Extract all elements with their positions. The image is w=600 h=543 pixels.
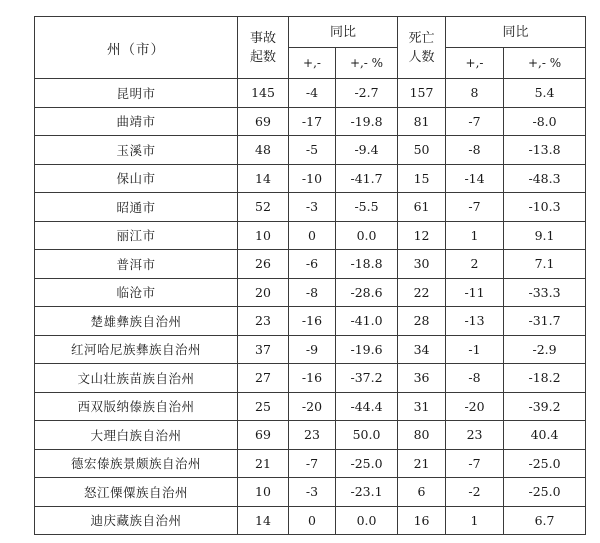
region-name-cell: 昆明市 <box>35 79 238 108</box>
header-death-change: +,- <box>446 48 504 79</box>
accident-count-cell: 69 <box>238 421 289 450</box>
header-death-pct: +,- % <box>504 48 586 79</box>
death-percent-cell: -2.9 <box>504 335 586 364</box>
accident-percent-cell: 0.0 <box>336 221 398 250</box>
header-acc-change: +,- <box>289 48 336 79</box>
accident-change-cell: -16 <box>289 307 336 336</box>
accident-percent-cell: -5.5 <box>336 193 398 222</box>
accident-count-cell: 10 <box>238 478 289 507</box>
death-count-cell: 50 <box>398 136 446 165</box>
death-count-cell: 6 <box>398 478 446 507</box>
death-change-cell: 23 <box>446 421 504 450</box>
table-row <box>35 364 586 393</box>
accident-change-cell: -5 <box>289 136 336 165</box>
region-name-cell: 楚雄彝族自治州 <box>35 307 238 336</box>
death-percent-cell: -8.0 <box>504 107 586 136</box>
accident-change-cell: 23 <box>289 421 336 450</box>
accident-change-cell: -10 <box>289 164 336 193</box>
death-change-cell: -13 <box>446 307 504 336</box>
header-deaths <box>398 17 446 79</box>
table-row <box>35 278 586 307</box>
table-row <box>35 392 586 421</box>
death-count-cell: 80 <box>398 421 446 450</box>
accident-percent-cell: -19.6 <box>336 335 398 364</box>
death-change-cell: -7 <box>446 107 504 136</box>
table-row <box>35 506 586 535</box>
death-percent-cell: 6.7 <box>504 506 586 535</box>
accident-percent-cell: -18.8 <box>336 250 398 279</box>
death-count-cell: 34 <box>398 335 446 364</box>
death-change-cell: -14 <box>446 164 504 193</box>
death-percent-cell: -25.0 <box>504 449 586 478</box>
accident-count-cell: 25 <box>238 392 289 421</box>
region-name-cell: 临沧市 <box>35 278 238 307</box>
region-name-cell: 怒江傈僳族自治州 <box>35 478 238 507</box>
death-change-cell: -11 <box>446 278 504 307</box>
death-change-cell: -7 <box>446 449 504 478</box>
accident-count-cell: 145 <box>238 79 289 108</box>
accident-count-cell: 14 <box>238 506 289 535</box>
accident-percent-cell: -44.4 <box>336 392 398 421</box>
region-name-cell: 保山市 <box>35 164 238 193</box>
region-name-cell: 昭通市 <box>35 193 238 222</box>
header-accidents-yoy: 同比 <box>289 17 398 48</box>
accident-count-cell: 14 <box>238 164 289 193</box>
table-body <box>35 79 586 535</box>
death-percent-cell: -39.2 <box>504 392 586 421</box>
table-row <box>35 250 586 279</box>
accident-count-cell: 26 <box>238 250 289 279</box>
accident-percent-cell: -19.8 <box>336 107 398 136</box>
region-name-cell: 大理白族自治州 <box>35 421 238 450</box>
death-percent-cell: -10.3 <box>504 193 586 222</box>
region-name-cell: 红河哈尼族彝族自治州 <box>35 335 238 364</box>
accident-percent-cell: -2.7 <box>336 79 398 108</box>
death-count-cell: 157 <box>398 79 446 108</box>
death-count-cell: 30 <box>398 250 446 279</box>
accident-percent-cell: -9.4 <box>336 136 398 165</box>
region-name-cell: 德宏傣族景颇族自治州 <box>35 449 238 478</box>
accident-change-cell: -9 <box>289 335 336 364</box>
accident-percent-cell: -37.2 <box>336 364 398 393</box>
accident-count-cell: 10 <box>238 221 289 250</box>
region-name-cell: 玉溪市 <box>35 136 238 165</box>
accident-count-cell: 23 <box>238 307 289 336</box>
accident-count-cell: 37 <box>238 335 289 364</box>
accident-percent-cell: -41.7 <box>336 164 398 193</box>
accident-percent-cell: -23.1 <box>336 478 398 507</box>
death-change-cell: -2 <box>446 478 504 507</box>
death-count-cell: 81 <box>398 107 446 136</box>
table-row <box>35 136 586 165</box>
header-accidents-label: 事故起数 <box>249 30 276 65</box>
death-percent-cell: -13.8 <box>504 136 586 165</box>
death-count-cell: 21 <box>398 449 446 478</box>
death-percent-cell: 40.4 <box>504 421 586 450</box>
header-deaths-label: 死亡人数 <box>408 30 435 65</box>
death-count-cell: 61 <box>398 193 446 222</box>
accident-percent-cell: -25.0 <box>336 449 398 478</box>
accident-change-cell: -16 <box>289 364 336 393</box>
table-row <box>35 107 586 136</box>
table-row <box>35 421 586 450</box>
death-change-cell: 1 <box>446 506 504 535</box>
death-count-cell: 22 <box>398 278 446 307</box>
accident-percent-cell: 50.0 <box>336 421 398 450</box>
accident-change-cell: 0 <box>289 221 336 250</box>
death-change-cell: -7 <box>446 193 504 222</box>
table-row <box>35 478 586 507</box>
header-acc-pct: +,- % <box>336 48 398 79</box>
death-percent-cell: 9.1 <box>504 221 586 250</box>
table-row <box>35 449 586 478</box>
death-percent-cell: -48.3 <box>504 164 586 193</box>
accident-change-cell: 0 <box>289 506 336 535</box>
table-row <box>35 221 586 250</box>
accident-count-cell: 20 <box>238 278 289 307</box>
header-region: 州（市） <box>35 17 238 79</box>
death-change-cell: -20 <box>446 392 504 421</box>
accident-statistics-table <box>34 16 586 535</box>
accident-change-cell: -4 <box>289 79 336 108</box>
death-percent-cell: -33.3 <box>504 278 586 307</box>
death-count-cell: 12 <box>398 221 446 250</box>
death-change-cell: 1 <box>446 221 504 250</box>
death-change-cell: -1 <box>446 335 504 364</box>
accident-percent-cell: -41.0 <box>336 307 398 336</box>
accident-change-cell: -20 <box>289 392 336 421</box>
table-row <box>35 335 586 364</box>
table-row <box>35 193 586 222</box>
region-name-cell: 文山壮族苗族自治州 <box>35 364 238 393</box>
death-count-cell: 36 <box>398 364 446 393</box>
death-percent-cell: -18.2 <box>504 364 586 393</box>
death-change-cell: 2 <box>446 250 504 279</box>
death-percent-cell: 5.4 <box>504 79 586 108</box>
death-percent-cell: -25.0 <box>504 478 586 507</box>
region-name-cell: 丽江市 <box>35 221 238 250</box>
table-row <box>35 79 586 108</box>
header-accidents <box>238 17 289 79</box>
accident-count-cell: 48 <box>238 136 289 165</box>
accident-count-cell: 69 <box>238 107 289 136</box>
header-deaths-yoy: 同比 <box>446 17 586 48</box>
region-name-cell: 迪庆藏族自治州 <box>35 506 238 535</box>
death-change-cell: -8 <box>446 364 504 393</box>
region-name-cell: 西双版纳傣族自治州 <box>35 392 238 421</box>
death-count-cell: 31 <box>398 392 446 421</box>
death-change-cell: -8 <box>446 136 504 165</box>
accident-change-cell: -17 <box>289 107 336 136</box>
death-count-cell: 16 <box>398 506 446 535</box>
death-percent-cell: -31.7 <box>504 307 586 336</box>
accident-count-cell: 52 <box>238 193 289 222</box>
accident-change-cell: -7 <box>289 449 336 478</box>
death-percent-cell: 7.1 <box>504 250 586 279</box>
region-name-cell: 普洱市 <box>35 250 238 279</box>
accident-count-cell: 27 <box>238 364 289 393</box>
region-name-cell: 曲靖市 <box>35 107 238 136</box>
table-row <box>35 307 586 336</box>
accident-change-cell: -6 <box>289 250 336 279</box>
table-row <box>35 164 586 193</box>
accident-change-cell: -3 <box>289 193 336 222</box>
accident-change-cell: -8 <box>289 278 336 307</box>
accident-percent-cell: -28.6 <box>336 278 398 307</box>
death-count-cell: 15 <box>398 164 446 193</box>
accident-change-cell: -3 <box>289 478 336 507</box>
death-count-cell: 28 <box>398 307 446 336</box>
accident-count-cell: 21 <box>238 449 289 478</box>
accident-percent-cell: 0.0 <box>336 506 398 535</box>
death-change-cell: 8 <box>446 79 504 108</box>
